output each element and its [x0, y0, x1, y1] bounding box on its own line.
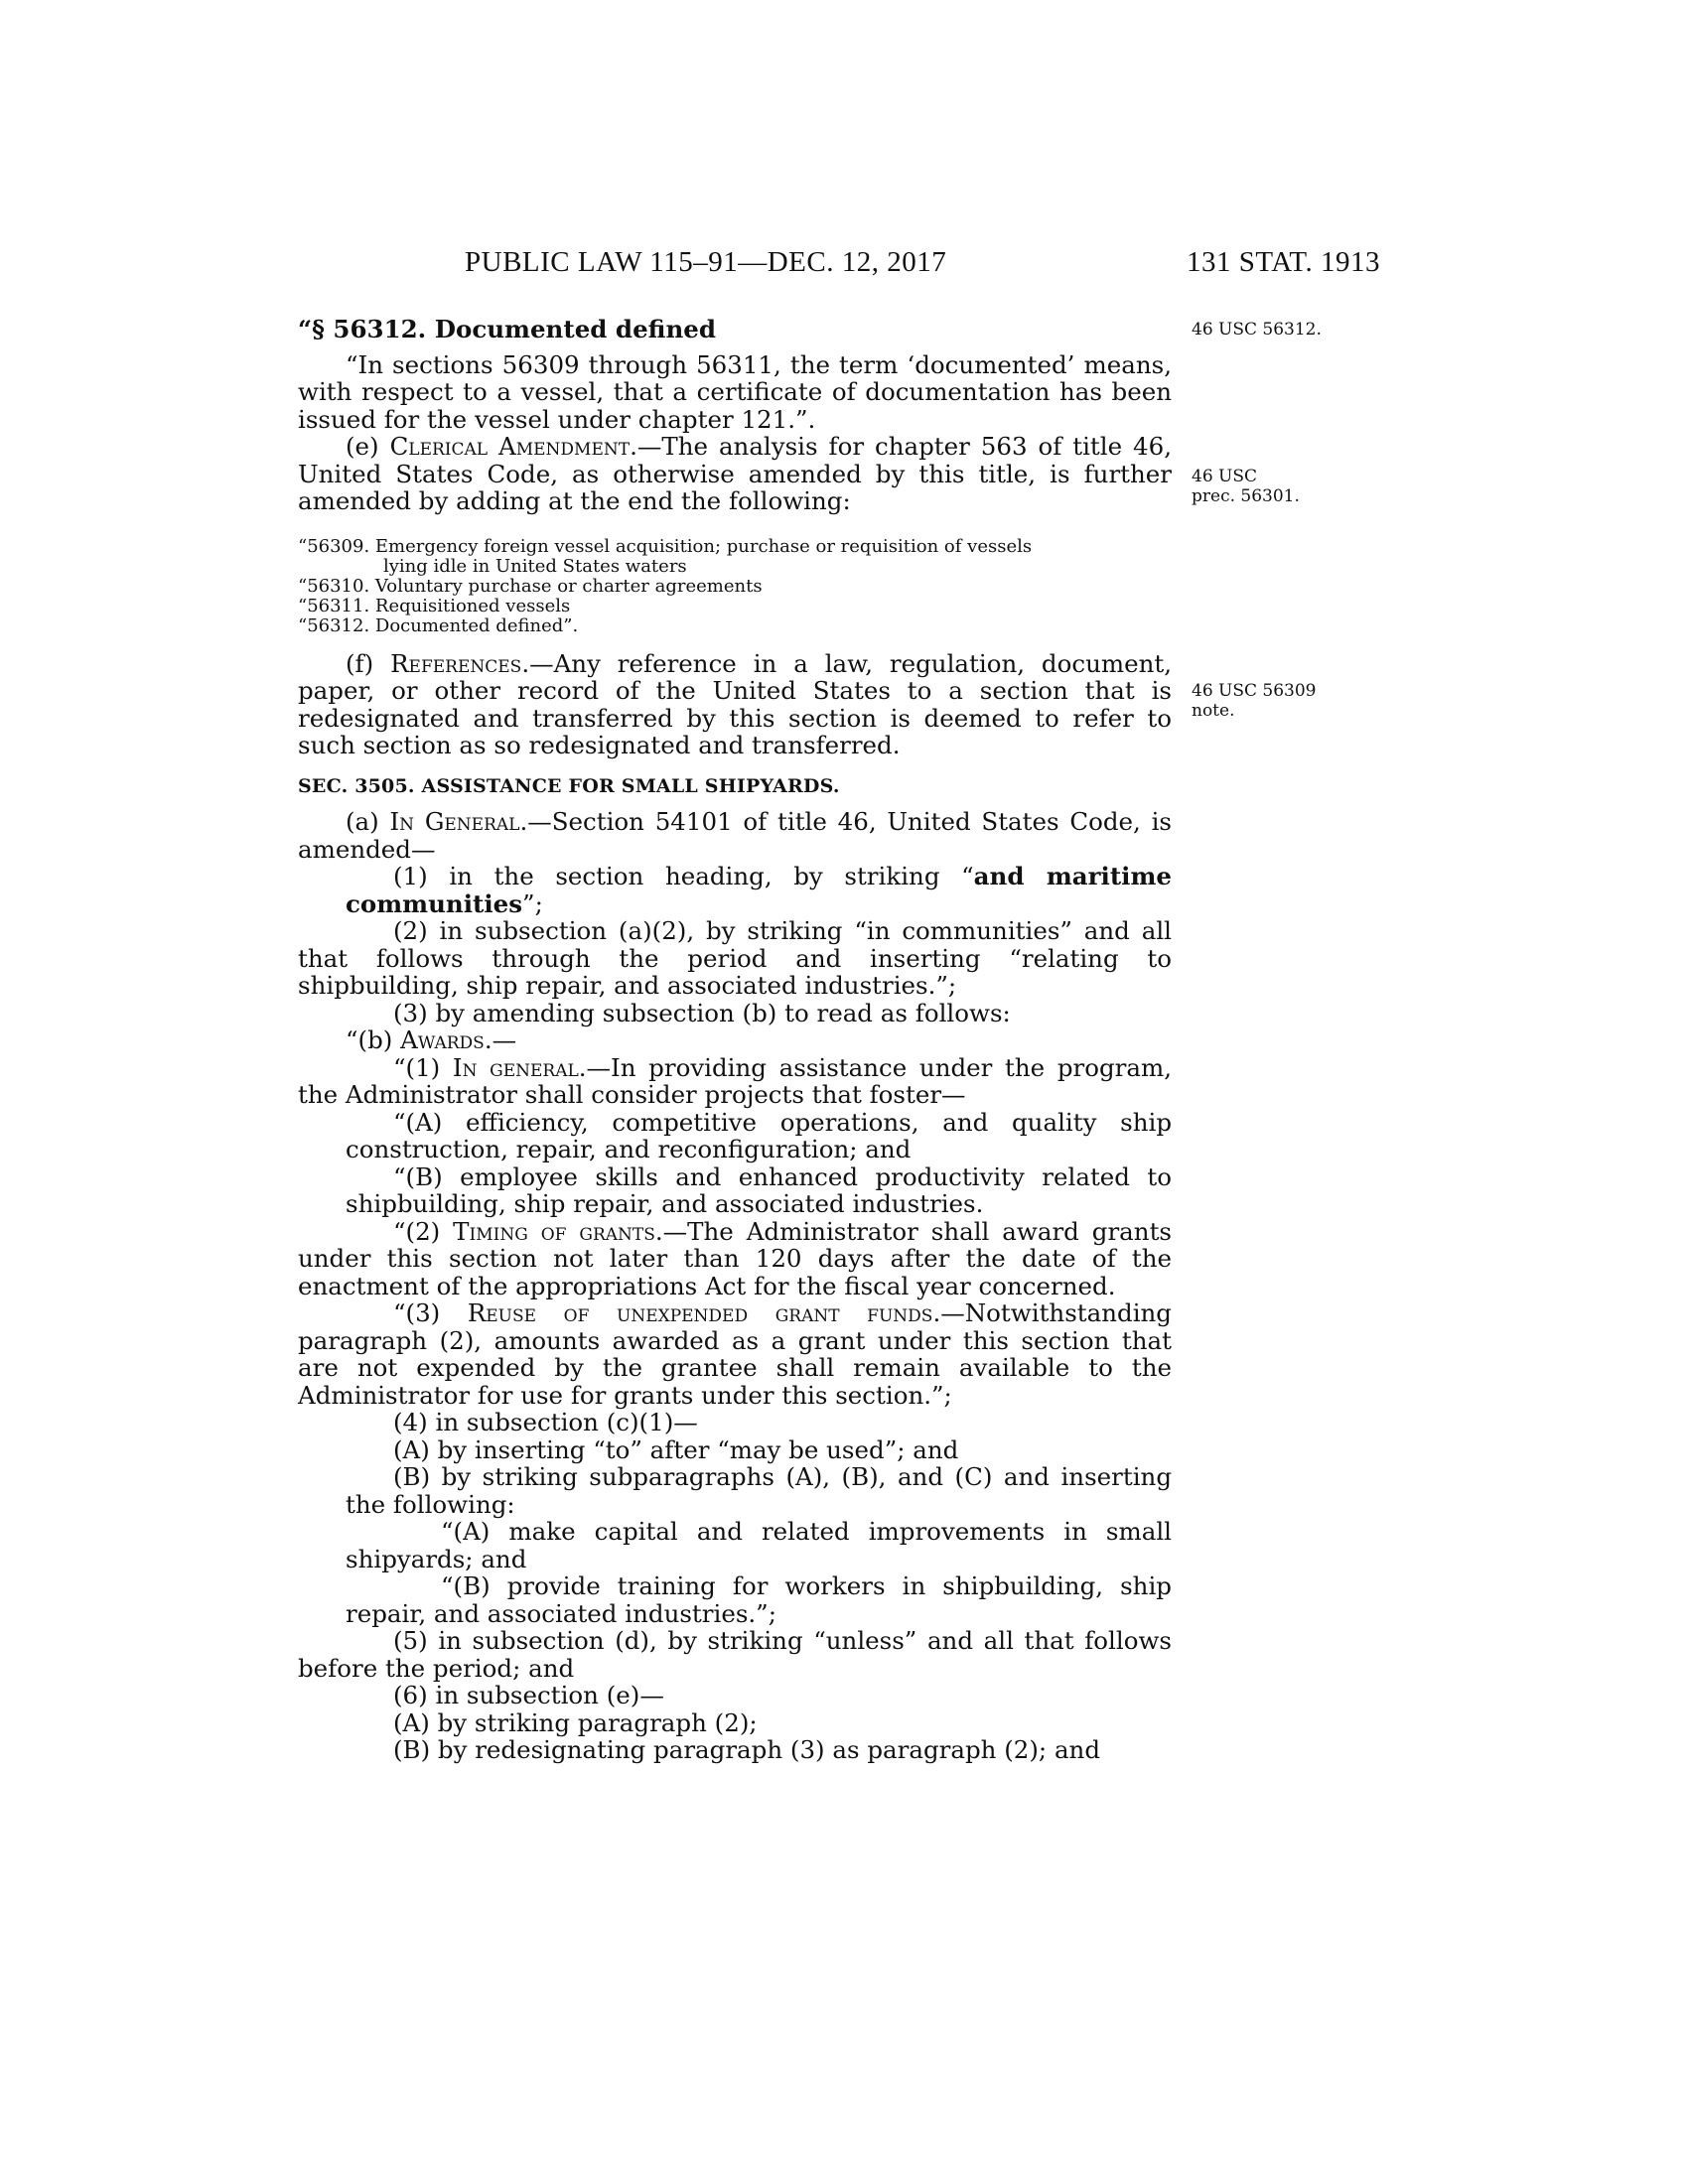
toc-item: “56309. Emergency foreign vessel acquisition; purchase or requisition of vessels	[298, 535, 1033, 557]
amendment-item-5: (5) in subsection (d), by striking “unless” and all that follows before the period; and	[298, 1626, 1172, 1683]
margin-note-prec-56301: 46 USC prec. 56301.	[1192, 467, 1300, 506]
margin-note-56312: 46 USC 56312.	[1192, 320, 1322, 340]
body-text	[298, 316, 1172, 1764]
paragraph-references: (f) References.—Any reference in a law, regulation, document, paper, or other record of the United States to a section that is redesignated and transferred by this section is deemed to refer to such section as so redesignated and transferred.	[298, 648, 1172, 759]
amendment-item-6: (6) in subsection (e)—	[393, 1681, 664, 1709]
paragraph-in-general: (a) In General.—Section 54101 of title 46, United States Code, is amended—	[298, 807, 1172, 864]
awards-heading: “(b) Awards.—	[346, 1025, 517, 1054]
margin-note-56309: 46 USC 56309 note.	[1192, 681, 1317, 721]
toc-item: “56312. Documented defined”.	[298, 614, 579, 636]
awards-subparagraph-a: “(A) efficiency, competitive operations, and quality ship construction, repair, and reconfiguration; and	[346, 1107, 1172, 1163]
running-head-law: PUBLIC LAW 115–91—DEC. 12, 2017	[465, 246, 947, 278]
amendment-item-1: (1) in the section heading, by striking “and maritime communities”;	[346, 862, 1172, 918]
amendment-item-3: (3) by amending subsection (b) to read as follows:	[393, 998, 1011, 1027]
amendment-item-4: (4) in subsection (c)(1)—	[393, 1408, 698, 1436]
section-heading-56312: “§ 56312. Documented defined	[298, 315, 716, 343]
amendment-item-4b: (B) by striking subparagraphs (A), (B), and (C) and inserting the following:	[346, 1462, 1172, 1519]
awards-subparagraph-b: “(B) employee skills and enhanced productivity related to shipbuilding, ship repair, and associated industries.	[346, 1161, 1172, 1218]
amendment-item-6b: (B) by redesignating paragraph (3) as paragraph (2); and	[393, 1735, 1101, 1764]
toc-item-continuation: lying idle in United States waters	[383, 555, 687, 577]
paragraph-documented-defined: “In sections 56309 through 56311, the term ‘documented’ means, with respect to a vessel, that a certificate of documentation has been issued for the vessel under chapter 121.”.	[298, 349, 1172, 434]
toc-item: “56310. Voluntary purchase or charter agreements	[298, 575, 763, 597]
paragraph-clerical-amendment: (e) Clerical Amendment.—The analysis for chapter 563 of title 46, United States Code, as otherwise amended by this title, is further amended by adding at the end the following:	[298, 432, 1173, 515]
amendment-item-4a: (A) by inserting “to” after “may be used”; and	[393, 1434, 959, 1464]
inserted-subparagraph-a: “(A) make capital and related improvements in small shipyards; and	[346, 1517, 1172, 1573]
section-title-3505: SEC. 3505. ASSISTANCE FOR SMALL SHIPYARDS.	[298, 774, 840, 797]
awards-reuse-of-funds: “(3) Reuse of unexpended grant funds.—Notwithstanding paragraph (2), amounts awarded as a grant under this section that are not expended by the grantee shall remain available to the Administrator for use for grants under this section.”;	[298, 1298, 1172, 1410]
toc-item: “56311. Requisitioned vessels	[298, 595, 571, 616]
table-of-sections	[298, 537, 1172, 636]
running-head-stat: 131 STAT. 1913	[1186, 246, 1380, 278]
amendment-item-6a: (A) by striking paragraph (2);	[393, 1707, 758, 1737]
page-header	[298, 246, 1380, 286]
awards-timing-of-grants: “(2) Timing of grants.—The Administrator shall award grants under this section not later than 120 days after the date of the enactment of the appropriations Act for the fiscal year concerned.	[298, 1216, 1172, 1300]
amendment-item-2: (2) in subsection (a)(2), by striking “in communities” and all that follows through the period and inserting “relating to shipbuilding, ship repair, and associated industries.”;	[298, 916, 1172, 1000]
awards-in-general: “(1) In general.—In providing assistance under the program, the Administrator shall consider projects that foster—	[298, 1052, 1172, 1109]
inserted-subparagraph-b: “(B) provide training for workers in shipbuilding, ship repair, and associated industries.”;	[346, 1571, 1172, 1628]
